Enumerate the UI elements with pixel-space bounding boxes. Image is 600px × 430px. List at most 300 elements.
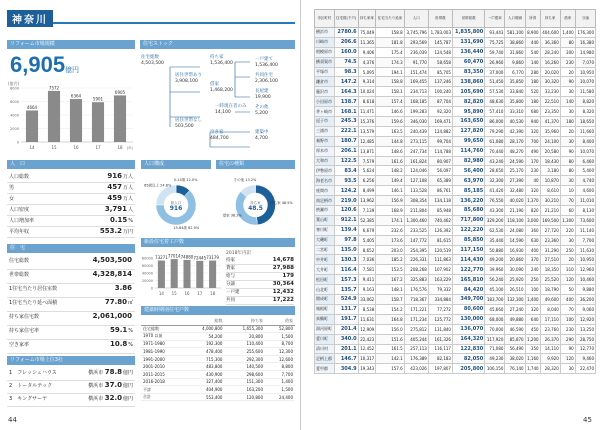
y-tick-label: 20000 — [141, 279, 153, 283]
table-cell: 82,980 — [452, 156, 484, 166]
table-row — [315, 225, 596, 235]
table-cell: 10,950 — [575, 255, 595, 265]
table-cell: 32,300 — [485, 176, 505, 186]
row-name-cell: 真鶴町 — [315, 314, 335, 324]
bar — [48, 91, 60, 142]
table-cell: 156.0 — [376, 324, 404, 334]
table-cell: 158.7 — [376, 295, 404, 305]
table-cell: 350 — [525, 344, 540, 354]
table-cell: 56,490 — [505, 344, 525, 354]
table-cell: 5,624 — [358, 166, 376, 176]
table-cell: 240,439 — [404, 126, 428, 136]
era-table-cell: 151,300 — [224, 378, 265, 386]
construction-summary-row: 分譲 30,364 — [226, 281, 294, 287]
table-cell: 1,200 — [525, 334, 540, 344]
table-cell: 14,980 — [575, 47, 595, 57]
table-cell: 97.8 — [334, 235, 358, 245]
table-cell: 120 — [560, 275, 575, 285]
table-cell: 140 — [560, 97, 575, 107]
x-tick-label: 17 — [95, 145, 101, 150]
table-cell: 142.1 — [376, 354, 404, 364]
column-header: 世帯数 — [428, 10, 452, 28]
table-cell: 60 — [560, 206, 575, 216]
table-cell: 1,160 — [525, 354, 540, 364]
table-cell: 163.5 — [376, 126, 404, 136]
era-table-cell: 7,700 — [265, 371, 295, 379]
table-cell: 12,960 — [575, 265, 595, 275]
construction-summary-row: 一戸建 12,432 — [226, 289, 294, 295]
table-cell: 122.5 — [334, 156, 358, 166]
table-cell: 717,800 — [452, 215, 484, 225]
bar — [26, 111, 38, 142]
table-row — [315, 107, 596, 117]
table-cell: 334,884 — [428, 295, 452, 305]
table-cell: 58,658 — [428, 57, 452, 67]
table-cell: 820 — [525, 206, 540, 216]
tree-node-unoccupied: 居住世帯なし 503,500 — [175, 118, 202, 129]
table-cell: 1,370 — [525, 196, 540, 206]
table-cell: 8,900 — [525, 28, 540, 38]
table-cell: 340.0 — [334, 334, 358, 344]
table-cell: 18,430 — [540, 156, 560, 166]
table-cell: 125,772 — [428, 314, 452, 324]
table-cell: 30,320 — [540, 77, 560, 87]
row-name-cell: 寒川町 — [315, 225, 335, 235]
table-cell: 1,400 — [560, 28, 575, 38]
table-cell: 8,499 — [358, 186, 376, 196]
table-row — [315, 117, 596, 127]
table-cell: 1,300,460 — [404, 215, 428, 225]
reform-top3-table — [7, 368, 135, 407]
table-cell: 90 — [560, 77, 575, 87]
table-cell: 11,140 — [575, 225, 595, 235]
table-cell: 308,354 — [404, 196, 428, 206]
housing-row: 持ち家住宅率 59.1% — [7, 326, 135, 340]
table-cell: 304.9 — [334, 364, 358, 374]
row-name-cell: 川崎市 — [315, 37, 335, 47]
row-name-cell: 逗子市 — [315, 117, 335, 127]
tree-node-owned: 持ち家 1,536,400 — [210, 55, 233, 66]
table-cell: 5,400 — [575, 166, 595, 176]
table-row — [315, 215, 596, 225]
table-cell: 146.7 — [334, 354, 358, 364]
table-cell: 86,000 — [485, 117, 505, 127]
table-cell: 148.6 — [376, 146, 404, 156]
row-name-cell: 座間市 — [315, 186, 335, 196]
right-page — [300, 0, 600, 430]
era-table-cell: 327,400 — [184, 378, 225, 386]
table-cell: 26,370 — [540, 334, 560, 344]
donut-slice-label: 持ち家 48.5% — [270, 200, 293, 205]
x-tick-label: 15 — [171, 291, 177, 296]
table-cell: 257,113 — [404, 344, 428, 354]
table-cell: 148.1 — [376, 285, 404, 295]
table-cell: 148.2 — [376, 166, 404, 176]
table-cell: 85,680 — [452, 206, 484, 216]
row-name-cell: 海老名市 — [315, 176, 335, 186]
row-name-cell: 三浦市 — [315, 126, 335, 136]
column-header: 分譲 — [575, 10, 595, 28]
table-cell: 30 — [560, 176, 575, 186]
table-cell: 154.2 — [376, 304, 404, 314]
table-cell: 163,650 — [452, 117, 484, 127]
table-cell: 640 — [525, 314, 540, 324]
era-table-cell: 298,600 — [224, 371, 265, 379]
construction-chart — [141, 250, 223, 298]
table-cell: 290 — [560, 334, 575, 344]
table-cell: 440 — [525, 37, 540, 47]
table-cell: 197,807 — [428, 364, 452, 374]
row-name-cell: 小田原市 — [315, 97, 335, 107]
tree-node-rented: 借家 1,468,200 — [210, 82, 233, 93]
table-cell: 300 — [560, 47, 575, 57]
table-cell: 1,740 — [525, 364, 540, 374]
table-cell: 106,150 — [485, 364, 505, 374]
table-cell: 83.4 — [334, 166, 358, 176]
construction-summary-row: 貸家 27,988 — [226, 265, 294, 271]
era-table-cell: 163,200 — [224, 386, 265, 394]
table-cell: 51,450 — [485, 77, 505, 87]
table-cell: 70,440 — [485, 146, 505, 156]
table-cell: 140 — [525, 57, 540, 67]
era-table-cell: 1,655,300 — [224, 325, 265, 333]
row-name-cell: 綾瀬市 — [315, 206, 335, 216]
row-name-cell: 鎌倉市 — [315, 77, 335, 87]
table-cell: 45,100 — [485, 285, 505, 295]
table-cell: 230 — [560, 324, 575, 334]
table-cell: 126,392 — [428, 225, 452, 235]
table-cell: 14,590 — [505, 235, 525, 245]
table-cell: 164.8 — [376, 314, 404, 324]
municipality-table-header — [315, 10, 596, 28]
era-table-header-cell: 総数 — [184, 318, 225, 325]
table-cell: 21,210 — [540, 206, 560, 216]
era-table-cell: 1,500 — [265, 333, 295, 341]
table-cell: 5,405 — [358, 235, 376, 245]
table-cell: 82,050 — [452, 354, 484, 364]
era-table-cell: 20,800 — [224, 333, 265, 341]
population-table — [7, 172, 135, 238]
table-cell: 174.3 — [376, 57, 404, 67]
table-cell: 124,046 — [404, 166, 428, 176]
table-row — [315, 235, 596, 245]
table-cell: 85,185 — [452, 186, 484, 196]
y-tick-label: 0 — [16, 140, 19, 145]
era-table-cell: 12,300 — [265, 348, 295, 356]
reform-market-value: 6,905億円 — [10, 52, 80, 77]
table-cell: 122,830 — [452, 344, 484, 354]
table-cell: 159.6 — [376, 117, 404, 127]
table-cell: 156.9 — [376, 196, 404, 206]
table-cell: 320 — [525, 186, 540, 196]
table-cell: 114,788 — [428, 146, 452, 156]
table-cell: 2780.6 — [334, 28, 358, 38]
table-cell: 39,960 — [485, 265, 505, 275]
table-cell: 9,060 — [575, 304, 595, 314]
housing-stock-header: 住宅ストック — [140, 40, 295, 49]
table-cell: 180 — [525, 77, 540, 87]
table-cell: 158.8 — [376, 28, 404, 38]
table-row — [315, 255, 596, 265]
era-table-row — [141, 371, 295, 379]
table-cell: 16,260 — [540, 57, 560, 67]
table-cell: 26,960 — [485, 57, 505, 67]
table-cell: 222.1 — [334, 126, 358, 136]
table-cell: 8,618 — [358, 97, 376, 107]
bar — [183, 260, 190, 288]
table-cell: 122,220 — [452, 225, 484, 235]
table-cell: 149.4 — [376, 176, 404, 186]
table-cell: 181.8 — [376, 37, 404, 47]
municipality-table — [314, 9, 596, 374]
table-cell: 20,020 — [540, 67, 560, 77]
table-cell: 8,538 — [358, 304, 376, 314]
table-cell: 630 — [525, 235, 540, 245]
era-table-cell: 553,400 — [184, 393, 225, 401]
y-tick-label: 60000 — [141, 264, 153, 268]
table-cell: 83,350 — [452, 67, 484, 77]
table-cell: 130.3 — [334, 255, 358, 265]
reform-market-chart — [7, 80, 135, 152]
table-cell: 23,350 — [540, 107, 560, 117]
table-cell: 50 — [560, 285, 575, 295]
row-name-cell: 横浜市 — [315, 28, 335, 38]
row-name-cell: 大磯町 — [315, 235, 335, 245]
table-row — [315, 176, 596, 186]
table-cell: 41,370 — [540, 117, 560, 127]
table-cell: 349,700 — [452, 295, 484, 305]
table-cell: 16,930 — [505, 245, 525, 255]
reform-top3-row: 3 キングサーヤ 横浜市 32.0億円 — [7, 394, 135, 407]
tree-node-vacant: 空き家 484,700 — [210, 130, 229, 141]
table-cell: 13,871 — [358, 146, 376, 156]
table-cell: 35,800 — [505, 97, 525, 107]
table-cell: 4,600 — [575, 186, 595, 196]
table-cell: 36,200 — [575, 295, 595, 305]
table-cell: 38,020 — [505, 354, 525, 364]
table-cell: 680 — [525, 107, 540, 117]
housing-header: 住 宅 — [7, 244, 135, 253]
table-cell: 52,385 — [358, 215, 376, 225]
table-row — [315, 275, 596, 285]
era-table-cell: 2016-2018 — [141, 378, 184, 386]
table-cell: 26,510 — [505, 285, 525, 295]
table-cell: 79,290 — [485, 126, 505, 136]
tree-node-detached: 一戸建て 1,536,400 — [255, 57, 278, 68]
table-cell: 86,761 — [428, 186, 452, 196]
table-row — [315, 206, 596, 216]
table-cell: 25,170 — [505, 166, 525, 176]
table-cell: 43,240 — [485, 156, 505, 166]
x-tick-label: 18 — [117, 145, 123, 150]
table-cell: 524.9 — [334, 295, 358, 305]
era-table-header-cell: 持ち家 — [224, 318, 265, 325]
era-table-cell: 1981-1990 — [141, 348, 184, 356]
table-cell: 80,907 — [428, 156, 452, 166]
x-tick-label: 14 — [158, 291, 164, 296]
tree-node-occupied: 居住世帯あり 3,908,100 — [175, 73, 202, 84]
era-table-cell: 不詳 — [141, 386, 184, 394]
table-cell: 7,581 — [358, 265, 376, 275]
table-cell: 12,452 — [358, 344, 376, 354]
row-name-cell: 大井町 — [315, 265, 335, 275]
row-name-cell: 葉山町 — [315, 215, 335, 225]
housing-row: 世帯総数 4,328,814 — [7, 270, 135, 284]
table-cell: 87,704 — [428, 97, 452, 107]
table-cell: 280 — [525, 67, 540, 77]
row-name-cell: 中井町 — [315, 255, 335, 265]
table-cell: 49,200 — [485, 255, 505, 265]
table-cell: 100,240 — [428, 87, 452, 97]
table-cell: 19,343 — [358, 364, 376, 374]
construction-summary-row: 共同 17,222 — [226, 297, 294, 303]
era-table-row — [141, 393, 295, 401]
table-cell: 171,221 — [404, 304, 428, 314]
table-cell: 77,272 — [428, 304, 452, 314]
row-name-cell: 藤沢市 — [315, 87, 335, 97]
table-cell: 20 — [560, 126, 575, 136]
table-cell: 12,770 — [575, 344, 595, 354]
table-cell: 226,331 — [404, 255, 428, 265]
table-cell: 56,400 — [452, 166, 484, 176]
table-cell: 6,770 — [505, 67, 525, 77]
table-cell: 99,650 — [452, 136, 484, 146]
x-tick-label: 15 — [51, 145, 57, 150]
table-cell: 90 — [560, 344, 575, 354]
table-cell: 75,725 — [485, 37, 505, 47]
table-cell: 8,130 — [575, 206, 595, 216]
table-cell: 46,590 — [505, 324, 525, 334]
era-table-row — [141, 340, 295, 348]
table-cell: 183,700 — [485, 295, 505, 305]
bar-value-label: 73179 — [206, 255, 219, 261]
row-name-cell: 茅ヶ崎市 — [315, 107, 335, 117]
table-cell: 74.5 — [334, 57, 358, 67]
table-cell: 234,713 — [404, 87, 428, 97]
table-cell: 136,220 — [452, 196, 484, 206]
table-cell: 76,140 — [505, 364, 525, 374]
era-table-cell: 24,400 — [265, 393, 295, 401]
table-cell: 9,460 — [575, 354, 595, 364]
row-name-cell: 湯河原町 — [315, 324, 335, 334]
table-cell: 45,660 — [485, 304, 505, 314]
row-name-cell: 松田町 — [315, 275, 335, 285]
table-cell: 151.6 — [376, 334, 404, 344]
table-cell: 10 — [560, 186, 575, 196]
table-cell: 79,332 — [428, 285, 452, 295]
bar-value-label: 72445 — [193, 255, 207, 261]
table-cell: 59,740 — [485, 47, 505, 57]
table-cell: 90 — [560, 146, 575, 156]
era-table-cell: 404,900 — [184, 386, 225, 394]
table-cell: 15,376 — [358, 117, 376, 127]
tree-node-total: 住宅総数 4,503,500 — [141, 55, 164, 66]
table-cell: 17,110 — [540, 314, 560, 324]
table-row — [315, 87, 596, 97]
table-cell: 16,380 — [575, 37, 595, 47]
table-cell: 230 — [560, 57, 575, 67]
table-cell: 28,750 — [575, 334, 595, 344]
era-table-row — [141, 333, 295, 341]
row-name-cell: 箱根町 — [315, 304, 335, 314]
housing-row: 1住宅当たり延べ面積 77.80㎡ — [7, 298, 135, 312]
table-cell: 60,470 — [452, 57, 484, 67]
population-header: 人 口 — [7, 160, 135, 169]
bar-value-label: 4664 — [26, 105, 38, 111]
table-cell: 71,080 — [485, 344, 505, 354]
table-cell: 206.6 — [334, 37, 358, 47]
table-cell: 9,920 — [540, 354, 560, 364]
table-cell: 138,860 — [452, 77, 484, 87]
table-cell: 208,268 — [404, 265, 428, 275]
table-cell: 136,440 — [452, 47, 484, 57]
table-cell: 240 — [525, 265, 540, 275]
table-cell: 127,820 — [452, 126, 484, 136]
table-cell: 740,462 — [428, 215, 452, 225]
table-cell: 201.1 — [334, 344, 358, 354]
table-cell: 84,420 — [452, 285, 484, 295]
row-name-cell: 厚木市 — [315, 146, 335, 156]
table-row — [315, 156, 596, 166]
bar — [196, 261, 203, 288]
table-cell: 10,317 — [358, 354, 376, 364]
table-cell: 8,820 — [575, 97, 595, 107]
table-cell: 13,579 — [358, 126, 376, 136]
table-cell: 31,290 — [540, 245, 560, 255]
table-cell: 80 — [560, 156, 575, 166]
era-table-cell: 292,300 — [224, 355, 265, 363]
table-cell: 11,630 — [575, 245, 595, 255]
table-cell: 169,500 — [540, 215, 560, 225]
table-cell: 1,300 — [560, 215, 575, 225]
table-cell: 65,389 — [428, 176, 452, 186]
bar — [171, 259, 178, 288]
table-cell: 114,430 — [452, 255, 484, 265]
column-header: 借家 — [560, 10, 575, 28]
table-cell: 85,850 — [452, 235, 484, 245]
table-cell: 203.0 — [376, 245, 404, 255]
era-table-cell: 1971-1980 — [141, 340, 184, 348]
table-cell: 134,118 — [428, 196, 452, 206]
column-header: 一戸建率 — [485, 10, 505, 28]
table-cell: 157.6 — [376, 364, 404, 374]
table-cell: 31,860 — [505, 47, 525, 57]
table-cell: 175.4 — [376, 47, 404, 57]
table-cell: 144.8 — [376, 136, 404, 146]
table-cell: 423,026 — [404, 364, 428, 374]
table-cell: 30,090 — [505, 265, 525, 275]
table-cell: 6,460 — [575, 156, 595, 166]
table-cell: 41,420 — [485, 186, 505, 196]
x-tick-label: 14 — [29, 145, 35, 150]
table-cell: 28,170 — [505, 136, 525, 146]
reform-market-header: リフォーム市場規模 — [7, 40, 135, 49]
table-cell: 24,100 — [540, 136, 560, 146]
table-cell: 174.1 — [376, 215, 404, 225]
table-cell: 40,530 — [505, 117, 525, 127]
table-cell: 25,920 — [505, 275, 525, 285]
era-table-cell: 8,700 — [265, 340, 295, 348]
table-cell: 131,690 — [452, 37, 484, 47]
table-cell: 176,300 — [575, 28, 595, 38]
table-cell: 320 — [525, 304, 540, 314]
table-cell: 450 — [525, 324, 540, 334]
y-tick-label: 40000 — [141, 271, 153, 276]
table-cell: 180 — [560, 117, 575, 127]
table-cell: 199,283 — [404, 107, 428, 117]
table-cell: 325,883 — [404, 275, 428, 285]
table-cell: 23,760 — [540, 324, 560, 334]
